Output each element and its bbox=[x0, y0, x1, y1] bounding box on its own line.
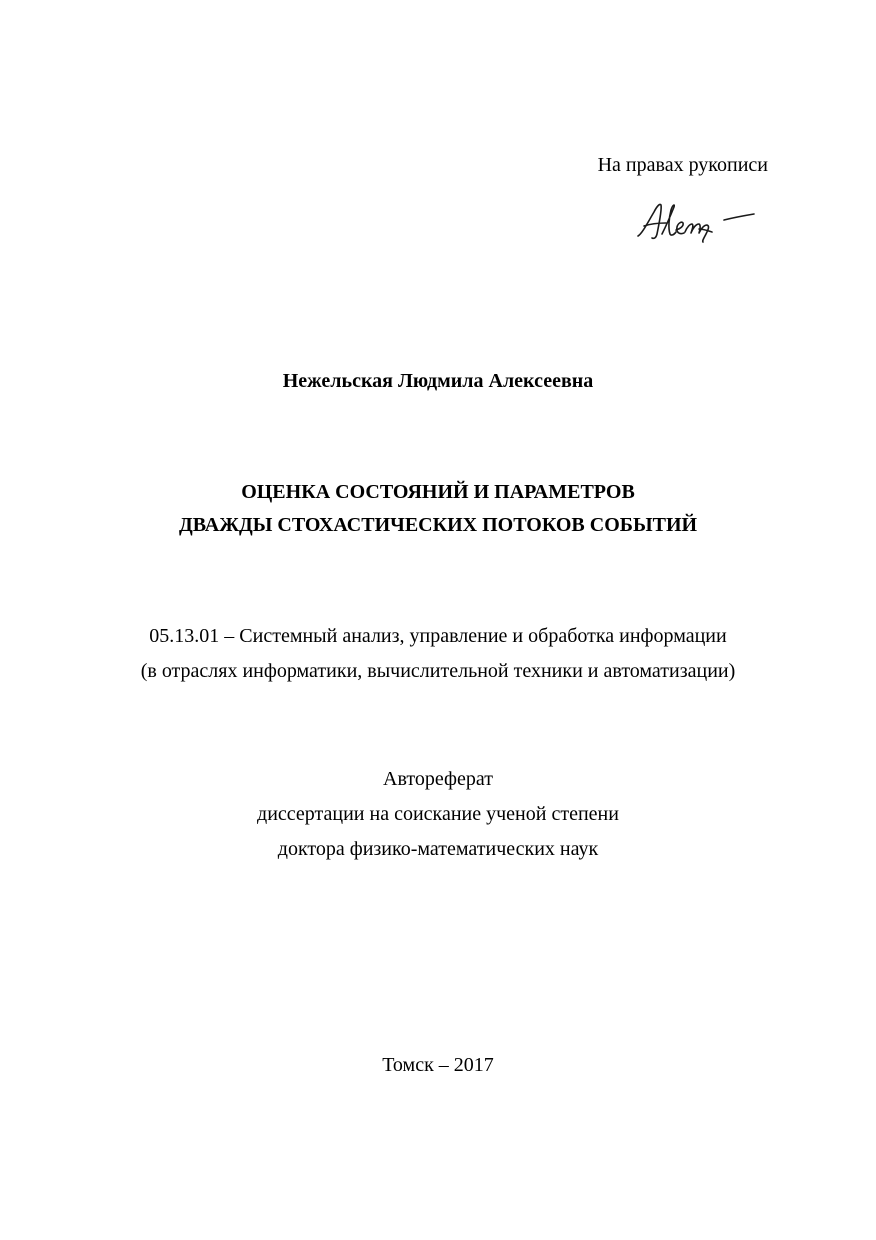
author-name: Нежельская Людмила Алексеевна bbox=[282, 370, 594, 392]
specialty-code-line: 05.13.01 – Системный анализ, управление и обработка информации bbox=[149, 625, 727, 647]
manuscript-rights-note: На правах рукописи bbox=[597, 154, 768, 176]
specialty-branch-line: (в отраслях информатики, вычислительной техники и автоматизации) bbox=[140, 660, 736, 682]
title-line-1: ОЦЕНКА СОСТОЯНИЙ И ПАРАМЕТРОВ bbox=[241, 481, 635, 503]
place-and-year: Томск – 2017 bbox=[382, 1054, 494, 1076]
dissertation-title bbox=[0, 476, 876, 542]
abstract-degree-line: доктора физико-математических наук bbox=[277, 838, 599, 860]
abstract-purpose-line: диссертации на соискание ученой степени bbox=[257, 803, 619, 825]
handwritten-signature bbox=[632, 196, 762, 248]
abstract-block bbox=[0, 762, 876, 867]
title-line-2: ДВАЖДЫ СТОХАСТИЧЕСКИХ ПОТОКОВ СОБЫТИЙ bbox=[178, 514, 698, 536]
specialty-block bbox=[0, 619, 876, 689]
abstract-heading: Автореферат bbox=[383, 768, 493, 790]
